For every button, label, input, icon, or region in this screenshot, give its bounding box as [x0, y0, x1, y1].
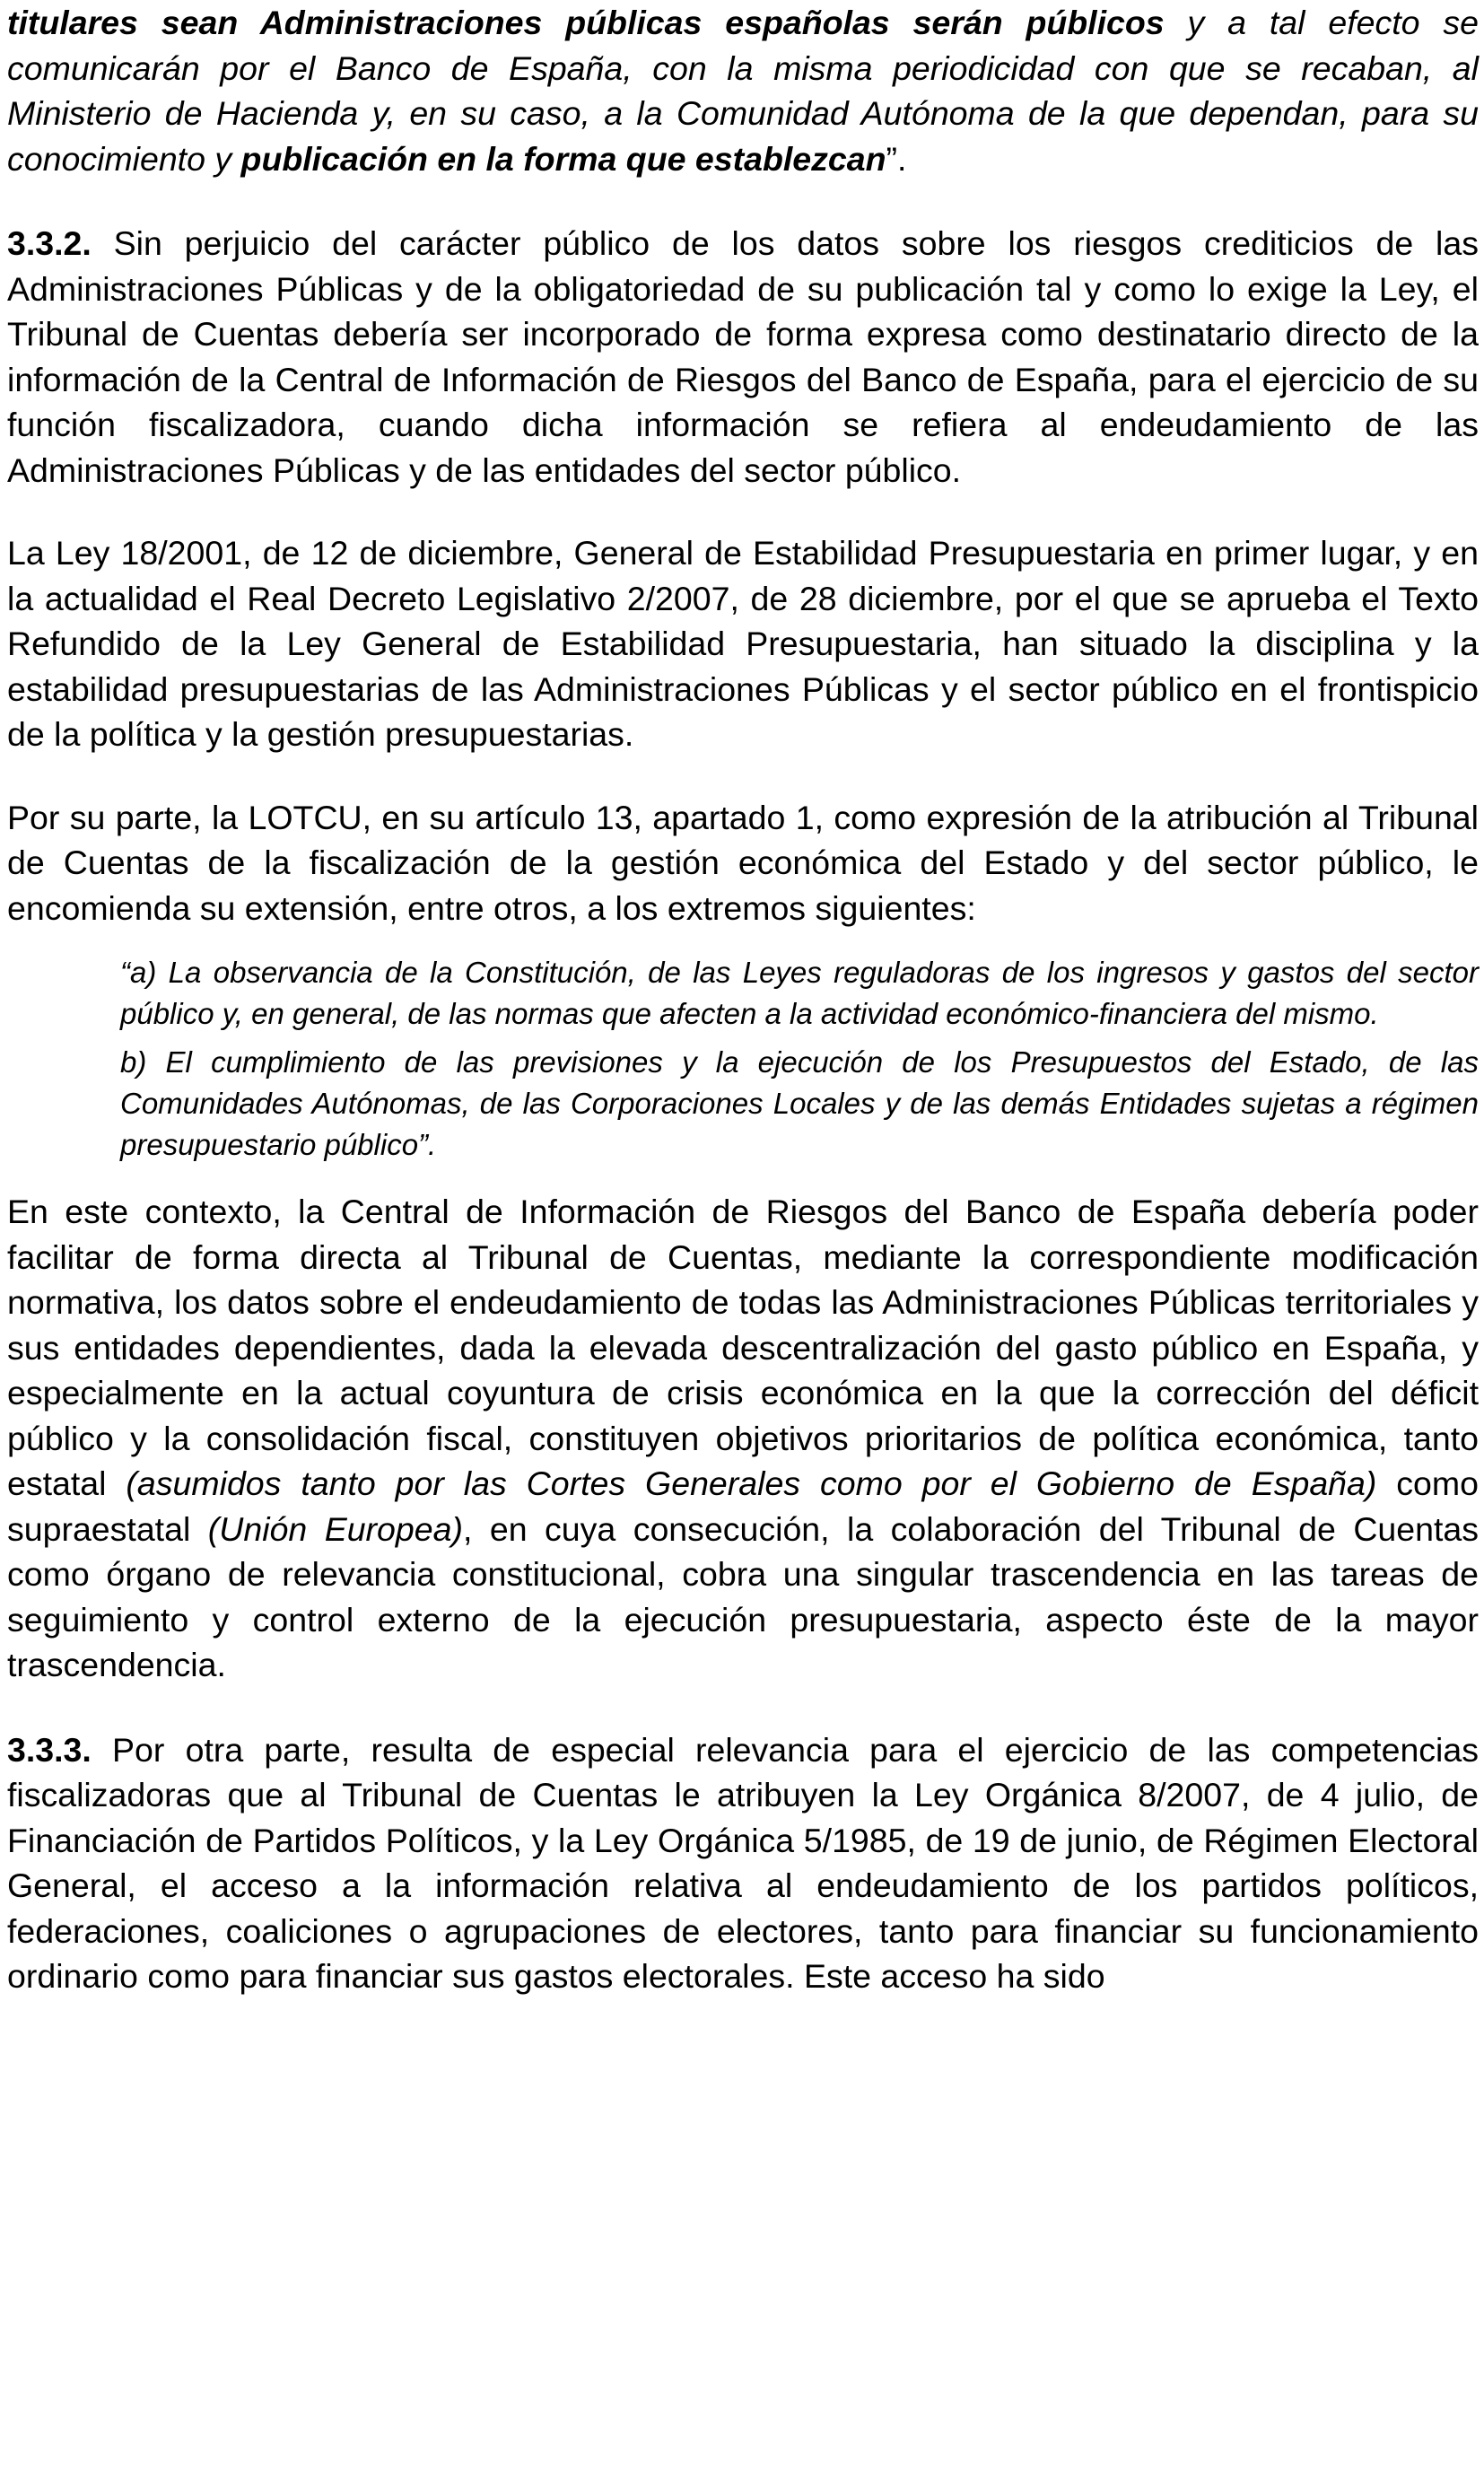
contexto-text-3: , en cuya consecución, la colaboración del Tribunal de Cuentas como órgano de relevancia constitucional, cobra una singular trascendencia en las tareas de seguimiento y control externo de la ejecución presupuestaria, aspecto éste de la mayor trascendencia. [7, 1509, 1479, 1683]
intro-italic-text: y a tal efecto se comunicarán por el Banco de España, con la misma periodicidad con que se recaban, al Ministerio de Hacienda y, en su caso, a la Comunidad Autónoma de la que dependan, para su conocimiento y [7, 4, 1479, 178]
intro-bold-italic-text: titulares sean Administraciones públicas españolas serán públicos [7, 4, 1165, 41]
intro-bold-italic-closing: publicación en la forma que establezcan [240, 139, 886, 178]
section-3-3-3-number: 3.3.3. [7, 1730, 92, 1769]
lotcu-paragraph: Por su parte, la LOTCU, en su artículo 13, apartado 1, como expresión de la atribución al Tribunal de Cuentas de la fiscalización de la gestión económica del Estado y del sector público, le encomienda su extensión, entre otros, a los extremos siguientes: [7, 798, 1479, 927]
section-3-3-3-paragraph [7, 1727, 1479, 1999]
intro-paragraph [7, 0, 1479, 181]
quote-item-a: “a) La observancia de la Constitución, de las Leyes reguladoras de los ingresos y gastos del sector público y, en general, de las normas que afecten a la actividad económico-financiera del mismo. [120, 956, 1479, 1030]
contexto-text-2: como supraestatal [7, 1464, 1480, 1548]
intro-closing-quote: ”. [886, 139, 907, 178]
section-3-3-2-paragraph [7, 221, 1479, 493]
section-3-3-2-number: 3.3.2. [7, 224, 92, 262]
contexto-text-1: En este contexto, la Central de Información de Riesgos del Banco de España debería poder facilitar de forma directa al Tribunal de Cuentas, mediante la correspondiente modificación normativa, los datos sobre el endeudamiento de todas las Administraciones Públicas territoriales y sus entidades dependientes, dada la elevada descentralización del gasto público en España, y especialmente en la actual coyuntura de crisis económica en la que la corrección del déficit público y la consolidación fiscal, constituyen objetivos prioritarios de política económica, tanto estatal [7, 1193, 1479, 1502]
section-3-3-2-text: Sin perjuicio del carácter público de los datos sobre los riesgos crediticios de las Administraciones Públicas y de la obligatoriedad de su publicación tal y como lo exige la Ley, el Tribunal de Cuentas debería ser incorporado de forma expresa como destinatario directo de la información de la Central de Información de Riesgos del Banco de España, para el ejercicio de su función fiscalizadora, cuando dicha información se refiera al endeudamiento de las Administraciones Públicas y de las entidades del sector público. [7, 224, 1479, 489]
contexto-italic-2: (Unión Europea) [207, 1509, 463, 1548]
lotcu-quote [7, 952, 1479, 1166]
section-3-3-3-text: Por otra parte, resulta de especial relevancia para el ejercicio de las competencias fiscalizadoras que al Tribunal de Cuentas le atribuyen la Ley Orgánica 8/2007, de 4 julio, de Financiación de Partidos Políticos, y la Ley Orgánica 5/1985, de 19 de junio, de Régimen Electoral General, el acceso a la información relativa al endeudamiento de los partidos políticos, federaciones, coaliciones o agrupaciones de electores, tanto para financiar su funcionamiento ordinario como para financiar sus gastos electorales. Este acceso ha sido [7, 1730, 1479, 1995]
contexto-paragraph [7, 1189, 1479, 1688]
document-page [7, 0, 1479, 1999]
contexto-italic-1: (asumidos tanto por las Cortes Generales como por el Gobierno de España) [126, 1464, 1377, 1502]
quote-item-b: b) El cumplimiento de las previsiones y la ejecución de los Presupuestos del Estado, de las Comunidades Autónomas, de las Corporaciones Locales y de las demás Entidades sujetas a régimen presupuestario público”. [120, 1045, 1479, 1161]
ley-estabilidad-paragraph: La Ley 18/2001, de 12 de diciembre, General de Estabilidad Presupuestaria en primer lugar, y en la actualidad el Real Decreto Legislativo 2/2007, de 28 diciembre, por el que se aprueba el Texto Refundido de la Ley General de Estabilidad Presupuestaria, han situado la disciplina y la estabilidad presupuestarias de las Administraciones Públicas y el sector público en el frontispicio de la política y la gestión presupuestarias. [7, 534, 1479, 753]
